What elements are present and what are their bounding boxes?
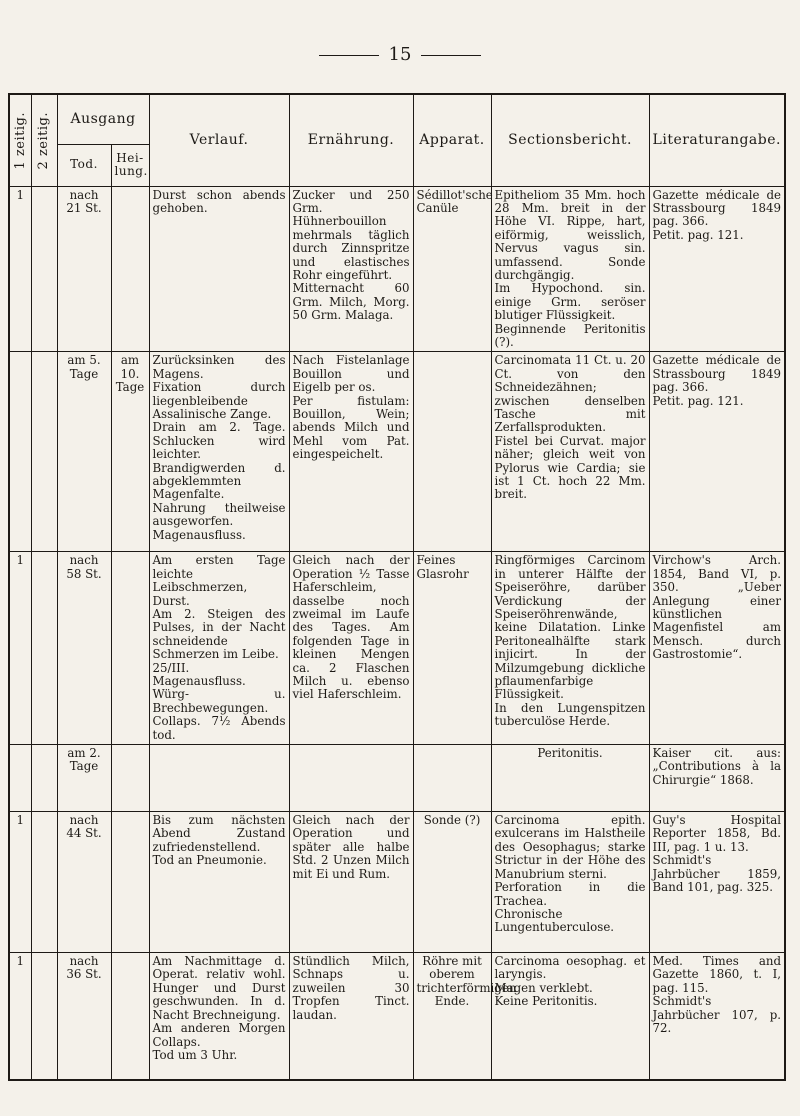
cell-heilung xyxy=(111,186,149,352)
cell-literaturangabe: Med. Times and Gazette 1860, t. I, pag. 115. Schmidt's Jahrbücher 107, p. 72. xyxy=(649,953,785,1081)
cell-ernaehrung: Nach Fistelanlage Bouillon und Eigelb per os. Per fistulam: Bouillon, Wein; abends Milch und Mehl vom Pat. eingespeichelt. xyxy=(289,352,413,552)
cell-heilung xyxy=(111,552,149,745)
cell-tod: nach 21 St. xyxy=(57,186,111,352)
cell-literaturangabe: Virchow's Arch. 1854, Band VI, p. 350. „Ueber Anlegung einer künstlichen Magenfistel am Mensch. durch Gastrostomie“. xyxy=(649,552,785,745)
cell-heilung xyxy=(111,812,149,953)
header-ausgang: Ausgang xyxy=(57,94,149,144)
cell-verlauf: Zurücksinken des Magens. Fixation durch liegenbleibende Assalinische Zange. Drain am 2. Tage. Schlucken wird leichter. Brandigwerden d. abgeklemmten Magenfalte. Nahrung theilweise ausgeworfen. Magenausfluss. xyxy=(149,352,289,552)
cell-verlauf xyxy=(149,745,289,812)
cell-apparat xyxy=(413,745,491,812)
header-ernaehrung: Ernährung. xyxy=(289,94,413,186)
cell-apparat: Sonde (?) xyxy=(413,812,491,953)
cell-apparat: Feines Glasrohr xyxy=(413,552,491,745)
table-row xyxy=(9,186,785,352)
cell-1-zeitig xyxy=(9,745,31,812)
cell-sectionsbericht: Epitheliom 35 Mm. hoch 28 Mm. breit in der Höhe VI. Rippe, hart, eiförmig, weisslich, Nervus vagus sin. umfassend. Sonde durchgängig. Im Hypochond. sin. einige Grm. seröser blutiger Flüssigkeit. Beginnende Peritonitis (?). xyxy=(491,186,649,352)
case-table xyxy=(8,93,786,1081)
cell-verlauf: Am ersten Tage leichte Leibschmerzen, Durst. Am 2. Steigen des Pulses, in der Nacht schneidende Schmerzen im Leibe. 25/III. Magenausfluss. Würg- u. Brechbewegungen. Collaps. 7½ Abends tod. xyxy=(149,552,289,745)
cell-heilung xyxy=(111,953,149,1081)
cell-ernaehrung: Gleich nach der Operation ½ Tasse Haferschleim, dasselbe noch zweimal im Laufe des Tages. Am folgenden Tage in kleinen Mengen ca. 2 Flaschen Milch u. ebenso viel Haferschleim. xyxy=(289,552,413,745)
cell-apparat: Röhre mit oberem trichterförmigen Ende. xyxy=(413,953,491,1081)
cell-literaturangabe: Gazette médicale de Strassbourg 1849 pag. 366. Petit. pag. 121. xyxy=(649,186,785,352)
cell-2-zeitig xyxy=(31,745,57,812)
cell-1-zeitig: 1 xyxy=(9,552,31,745)
cell-2-zeitig xyxy=(31,812,57,953)
table-row xyxy=(9,552,785,745)
table-row xyxy=(9,352,785,552)
cell-ernaehrung: Zucker und 250 Grm. Hühnerbouillon mehrmals täglich durch Zinnspritze und elastisches Rohr eingeführt. Mitternacht 60 Grm. Milch, Morg. 50 Grm. Malaga. xyxy=(289,186,413,352)
cell-1-zeitig xyxy=(9,352,31,552)
cell-ernaehrung xyxy=(289,745,413,812)
page-number xyxy=(0,44,800,65)
cell-tod: am 2. Tage xyxy=(57,745,111,812)
cell-2-zeitig xyxy=(31,953,57,1081)
cell-literaturangabe: Guy's Hospital Reporter 1858, Bd. III, pag. 1 u. 13. Schmidt's Jahrbücher 1859, Band 101, pag. 325. xyxy=(649,812,785,953)
cell-tod: nach 58 St. xyxy=(57,552,111,745)
table-row xyxy=(9,953,785,1081)
cell-sectionsbericht: Ringförmiges Carcinom in unterer Hälfte der Speiseröhre, darüber Verdickung der Speiseröhrenwände, keine Dilatation. Linke Peritonealhälfte stark injicirt. In der Milzumgebung dickliche pflaumenfarbige Flüssigkeit. In den Lungenspitzen tuberculöse Herde. xyxy=(491,552,649,745)
header-apparat: Apparat. xyxy=(413,94,491,186)
cell-apparat: Sédillot'sche Canüle xyxy=(413,186,491,352)
header-sectionsbericht: Sectionsbericht. xyxy=(491,94,649,186)
cell-sectionsbericht: Carcinomata 11 Ct. u. 20 Ct. von den Schneidezähnen; zwischen denselben Tasche mit Zerfallsprodukten. Fistel bei Curvat. major näher; gleich weit von Pylorus wie Cardia; sie ist 1 Ct. hoch 22 Mm. breit. xyxy=(491,352,649,552)
cell-heilung: am 10. Tage xyxy=(111,352,149,552)
cell-tod: nach 36 St. xyxy=(57,953,111,1081)
header-tod: Tod. xyxy=(57,144,111,186)
cell-ernaehrung: Stündlich Milch, Schnaps u. zuweilen 30 Tropfen Tinct. laudan. xyxy=(289,953,413,1081)
cell-tod: nach 44 St. xyxy=(57,812,111,953)
table-row xyxy=(9,745,785,812)
cell-heilung xyxy=(111,745,149,812)
header-literaturangabe: Literaturangabe. xyxy=(649,94,785,186)
cell-literaturangabe: Gazette médicale de Strassbourg 1849 pag. 366. Petit. pag. 121. xyxy=(649,352,785,552)
cell-1-zeitig: 1 xyxy=(9,953,31,1081)
cell-tod: am 5. Tage xyxy=(57,352,111,552)
dash-right xyxy=(421,55,481,56)
cell-sectionsbericht: Carcinoma oesophag. et laryngis. Magen verklebt. Keine Peritonitis. xyxy=(491,953,649,1081)
cell-verlauf: Durst schon abends gehoben. xyxy=(149,186,289,352)
page-number-text: 15 xyxy=(388,44,412,65)
header-2-zeitig: 2 zeitig. xyxy=(31,94,57,186)
cell-sectionsbericht: Peritonitis. xyxy=(491,745,649,812)
cell-ernaehrung: Gleich nach der Operation und später alle halbe Std. 2 Unzen Milch mit Ei und Rum. xyxy=(289,812,413,953)
dash-left xyxy=(319,55,379,56)
cell-1-zeitig: 1 xyxy=(9,186,31,352)
header-1-zeitig: 1 zeitig. xyxy=(9,94,31,186)
cell-2-zeitig xyxy=(31,352,57,552)
cell-2-zeitig xyxy=(31,552,57,745)
cell-1-zeitig: 1 xyxy=(9,812,31,953)
table-row xyxy=(9,812,785,953)
cell-2-zeitig xyxy=(31,186,57,352)
header-verlauf: Verlauf. xyxy=(149,94,289,186)
cell-verlauf: Bis zum nächsten Abend Zustand zufriedenstellend. Tod an Pneumonie. xyxy=(149,812,289,953)
cell-literaturangabe: Kaiser cit. aus: „Contributions à la Chirurgie“ 1868. xyxy=(649,745,785,812)
header-heilung: Hei- lung. xyxy=(111,144,149,186)
cell-verlauf: Am Nachmittage d. Operat. relativ wohl. Hunger und Durst geschwunden. In d. Nacht Brechneigung. Am anderen Morgen Collaps. Tod um 3 Uhr. xyxy=(149,953,289,1081)
cell-apparat xyxy=(413,352,491,552)
cell-sectionsbericht: Carcinoma epith. exulcerans im Halstheile des Oesophagus; starke Strictur in der Höhe des Manubrium sterni. Perforation in die Trachea. Chronische Lungentuberculose. xyxy=(491,812,649,953)
